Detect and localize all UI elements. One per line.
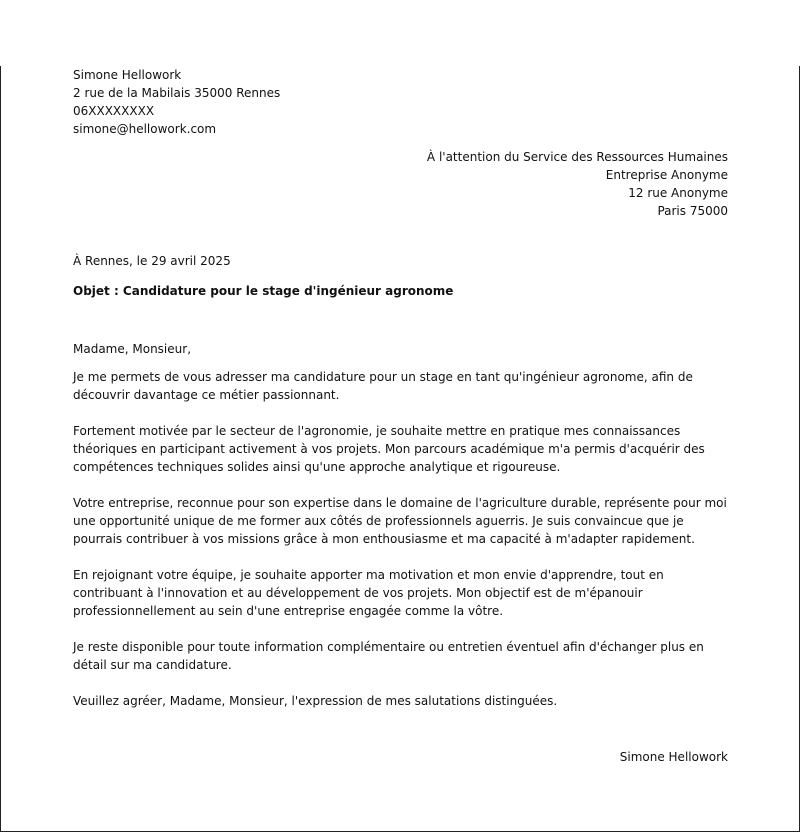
letter-body <box>73 340 729 728</box>
recipient-street: 12 rue Anonyme <box>628 186 728 200</box>
paragraph: Fortement motivée par le secteur de l'agronomie, je souhaite mettre en pratique mes connaissances théoriques en participant activement à vos projets. Mon parcours académique m'a permis d'acquérir des compétences techniques solides ainsi qu'une approche analytique et rigoureuse. <box>73 424 705 474</box>
paragraph: En rejoignant votre équipe, je souhaite apporter ma motivation et mon envie d'apprendre, tout en contribuant à l'innovation et au développement de vos projets. Mon objectif est de m'épanouir professionnellement au sein d'une entreprise engagée comme la vôtre. <box>73 568 664 618</box>
paragraph: Je me permets de vous adresser ma candidature pour un stage en tant qu'ingénieur agronome, afin de découvrir davantage ce métier passionnant. <box>73 370 693 402</box>
sender-address: 2 rue de la Mabilais 35000 Rennes <box>73 86 281 100</box>
letter-page <box>0 66 800 832</box>
top-bar <box>0 0 800 66</box>
closing-paragraph: Veuillez agréer, Madame, Monsieur, l'expression de mes salutations distinguées. <box>73 694 558 708</box>
recipient-attention: À l'attention du Service des Ressources Humaines <box>426 150 728 164</box>
sender-phone: 06XXXXXXXX <box>73 104 155 118</box>
subject-line: Objet : Candidature pour le stage d'ingénieur agronome <box>73 284 454 298</box>
sender-name: Simone Hellowork <box>73 68 182 82</box>
sender-email: simone@hellowork.com <box>73 122 217 136</box>
paragraph: Je reste disponible pour toute information complémentaire ou entretien éventuel afin d'échanger plus en détail sur ma candidature. <box>73 640 704 672</box>
recipient-city: Paris 75000 <box>657 204 728 218</box>
sender-block <box>73 66 280 138</box>
salutation: Madame, Monsieur, <box>73 342 192 356</box>
date-line: À Rennes, le 29 avril 2025 <box>73 254 231 268</box>
paragraph: Votre entreprise, reconnue pour son expertise dans le domaine de l'agriculture durable, représente pour moi une opportunité unique de me former aux côtés de professionnels aguerris. Je suis convaincue que je pourrais contribuer à vos missions grâce à mon enthousiasme et ma capacité à m'adapter rapidement. <box>73 496 727 546</box>
recipient-company: Entreprise Anonyme <box>605 168 728 182</box>
signature: Simone Hellowork <box>619 750 728 764</box>
recipient-block <box>427 148 728 220</box>
